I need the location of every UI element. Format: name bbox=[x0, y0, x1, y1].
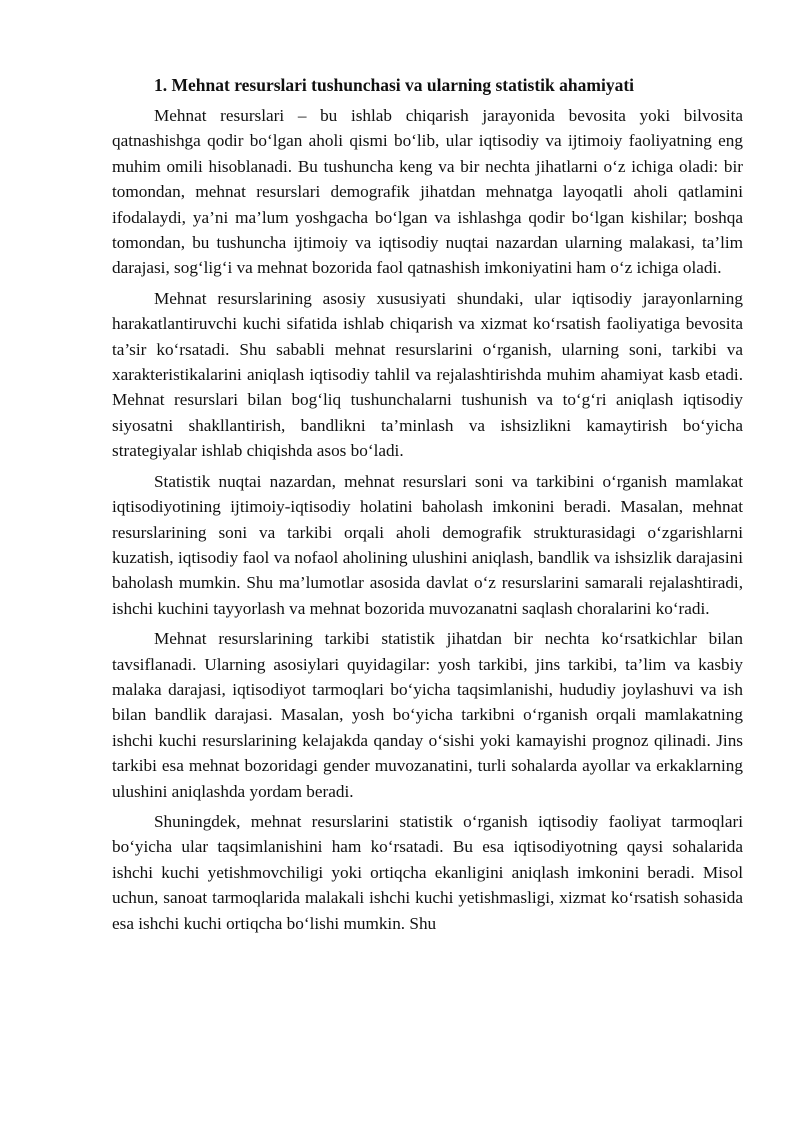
paragraph-4: Mehnat resurslarining tarkibi statistik jihatdan bir nechta ko‘rsatkichlar bilan tavsiflanadi. Ularning asosiylari quyidagilar: yosh tarkibi, jins tarkibi, ta’lim va kasbiy malaka darajasi, iqtisodiyot tarmoqlari bo‘yicha taqsimlanishi, hududiy joylashuvi va ish bilan bandlik darajasi. Masalan, yosh bo‘yicha tarkibni o‘rganish orqali mamlakatning ishchi kuchi resurslarining kelajakda qanday o‘sishi yoki kamayishi prognoz qilinadi. Jins tarkibi esa mehnat bozoridagi gender muvozanatini, turli sohalarda ayollar va erkaklarning ulushini aniqlashda yordam beradi. bbox=[112, 629, 743, 801]
paragraph-2: Mehnat resurslarining asosiy xususiyati shundaki, ular iqtisodiy jarayonlarning harakatlantiruvchi kuchi sifatida ishlab chiqarish va xizmat ko‘rsatish faoliyatiga bevosita ta’sir ko‘rsatadi. Shu sababli mehnat resurslarini o‘rganish, ularning soni, tarkibi va xarakteristikalarini aniqlash iqtisodiy tahlil va rejalashtirishda muhim ahamiyat kasb etadi. Mehnat resurslari bilan bog‘liq tushunchalarni tushunish va to‘g‘ri aniqlash iqtisodiy siyosatni shakllantirish, bandlikni ta’minlash va ishsizlikni kamaytirish bo‘yicha strategiyalar ishlab chiqishda asos bo‘ladi. bbox=[112, 288, 743, 461]
paragraph-5: Shuningdek, mehnat resurslarini statistik o‘rganish iqtisodiy faoliyat tarmoqlari bo‘yicha ular taqsimlanishini ham ko‘rsatadi. Bu esa iqtisodiyotning qaysi sohalarida ishchi kuchi yetishmovchiligi yoki ortiqcha ekanligini aniqlash imkonini beradi. Misol uchun, sanoat tarmoqlarida malakali ishchi kuchi yetishmasligi, xizmat ko‘rsatish sohasida esa ishchi kuchi ortiqcha bo‘lishi mumkin. Shu bbox=[112, 811, 743, 933]
section-heading: 1. Mehnat resurslari tushunchasi va ularning statistik ahamiyati bbox=[154, 75, 635, 95]
paragraph-3: Statistik nuqtai nazardan, mehnat resurslari soni va tarkibini o‘rganish mamlakat iqtisodiyotining ijtimoiy-iqtisodiy holatini baholash imkonini beradi. Masalan, mehnat resurslarining soni va tarkibi orqali aholi demografik strukturasidagi o‘zgarishlarni kuzatish, iqtisodiy faol va nofaol aholining ulushini aniqlash, bandlik va ishsizlik darajasini baholash mumkin. Shu ma’lumotlar asosida davlat o‘z resurslarini samarali rejalashtiradi, ishchi kuchini tayyorlash va mehnat bozorida muvozanatni saqlash choralarini ko‘radi. bbox=[112, 471, 743, 618]
paragraph-1: Mehnat resurslari – bu ishlab chiqarish jarayonida bevosita yoki bilvosita qatnashishga qodir bo‘lgan aholi qismi bo‘lib, ular iqtisodiy va ijtimoiy faoliyatning eng muhim omili hisoblanadi. Bu tushuncha keng va bir nechta jihatlarni o‘z ichiga oladi: bir tomondan, mehnat resurslari demografik jihatdan mehnatga layoqatli aholi qatlamini ifodalaydi, ya’ni ma’lum yoshgacha bo‘lgan va ishlashga qodir bo‘lgan kishilar; boshqa tomondan, bu tushuncha ijtimoiy va iqtisodiy nuqtai nazardan ularning malakasi, ta’lim darajasi, sog‘lig‘i va mehnat bozorida faol qatnashish imkoniyatini ham o‘z ichiga oladi. bbox=[112, 106, 743, 278]
